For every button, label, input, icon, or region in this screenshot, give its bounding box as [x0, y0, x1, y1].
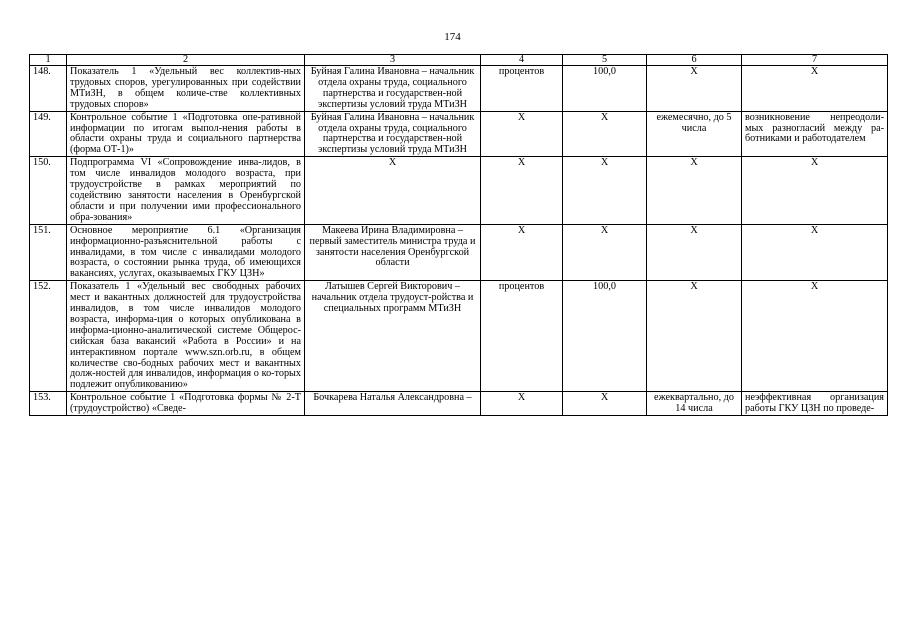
responsible-person: Буйная Галина Ивановна – начальник отдела охраны труда, социального партнерства и государствен-ной экспертизы условий труда МТиЗН — [305, 66, 481, 112]
responsible-person: Буйная Галина Ивановна – начальник отдела охраны труда, социального партнерства и государствен-ной экспертизы условий труда МТиЗН — [305, 111, 481, 157]
page-bottom-margin — [0, 578, 905, 640]
value-cell: X — [563, 392, 647, 416]
column-header: 4 — [481, 55, 563, 66]
row-number: 152. — [30, 281, 67, 392]
term-cell: X — [647, 281, 742, 392]
unit-cell: процентов — [481, 281, 563, 392]
item-name: Основное мероприятие 6.1 «Организация информационно-разъяснительной работы с инвалидами, в том числе с инвалидами молодого возраста, о состоянии рынка труда, об имеющихся вакансиях, услугах, оказываемых ГКУ ЦЗН» — [67, 224, 305, 281]
item-name: Контрольное событие 1 «Подготовка опе-ративной информации по итогам выпол-нения работы в области охраны труда и социального партнерства (форма ОТ-1)» — [67, 111, 305, 157]
column-header: 3 — [305, 55, 481, 66]
unit-cell: X — [481, 392, 563, 416]
term-cell: X — [647, 224, 742, 281]
responsible-person: Латышев Сергей Викторович – начальник отдела трудоуст-ройства и специальных программ МТиЗН — [305, 281, 481, 392]
item-name: Показатель 1 «Удельный вес коллектив-ных трудовых споров, урегулированных при содействии МТиЗН, в общем количе-стве коллективных трудовых споров» — [67, 66, 305, 112]
responsible-person: X — [305, 157, 481, 224]
effect-cell: X — [742, 224, 888, 281]
effect-cell: X — [742, 66, 888, 112]
item-name: Показатель 1 «Удельный вес свободных рабочих мест и вакантных должностей для трудоустройства инвалидов, в том числе инвалидов молодого возраста, информа-ция о которых опубликована в информа-ционно-аналитической системе Общерос-сийская база вакансий «Работа в России» и на интерактивном портале www.szn.orb.ru, в общем количестве сво-бодных рабочих мест и вакантных долж-ностей для инвалидов, информация о ко-торых подлежит опубликованию» — [67, 281, 305, 392]
term-cell: X — [647, 157, 742, 224]
table-row — [30, 157, 888, 224]
table-row — [30, 66, 888, 112]
unit-cell: процентов — [481, 66, 563, 112]
table-row — [30, 392, 888, 416]
responsible-person: Бочкарева Наталья Александровна – — [305, 392, 481, 416]
term-cell: ежеквартально, до 14 числа — [647, 392, 742, 416]
unit-cell: X — [481, 224, 563, 281]
unit-cell: X — [481, 157, 563, 224]
page-number: 174 — [444, 31, 461, 43]
program-table — [29, 54, 888, 416]
item-name: Подпрограмма VI «Сопровождение инва-лидов, в том числе инвалидов молодого возраста, при трудоустройстве в рамках мероприятий по содействию занятости населения в Оренбургской области и при получении ими профессионального обра-зования» — [67, 157, 305, 224]
term-cell: ежемесячно, до 5 числа — [647, 111, 742, 157]
column-header: 1 — [30, 55, 67, 66]
item-name: Контрольное событие 1 «Подготовка формы № 2-Т (трудоустройство) «Сведе- — [67, 392, 305, 416]
row-number: 148. — [30, 66, 67, 112]
row-number: 153. — [30, 392, 67, 416]
unit-cell: X — [481, 111, 563, 157]
value-cell: 100,0 — [563, 281, 647, 392]
column-header: 7 — [742, 55, 888, 66]
row-number: 150. — [30, 157, 67, 224]
value-cell: X — [563, 224, 647, 281]
value-cell: 100,0 — [563, 66, 647, 112]
term-cell: X — [647, 66, 742, 112]
column-header: 6 — [647, 55, 742, 66]
table-row — [30, 224, 888, 281]
table-row — [30, 281, 888, 392]
effect-cell: возникновение непреодоли-мых разногласий между ра-ботниками и работодателем — [742, 111, 888, 157]
row-number: 149. — [30, 111, 67, 157]
column-header: 2 — [67, 55, 305, 66]
responsible-person: Макеева Ирина Владимировна – первый заместитель министра труда и занятости населения Оренбургской области — [305, 224, 481, 281]
table-row — [30, 111, 888, 157]
value-cell: X — [563, 157, 647, 224]
effect-cell: X — [742, 281, 888, 392]
row-number: 151. — [30, 224, 67, 281]
value-cell: X — [563, 111, 647, 157]
effect-cell: неэффективная организация работы ГКУ ЦЗН по проведе- — [742, 392, 888, 416]
column-header: 5 — [563, 55, 647, 66]
column-number-row — [30, 55, 888, 66]
effect-cell: X — [742, 157, 888, 224]
